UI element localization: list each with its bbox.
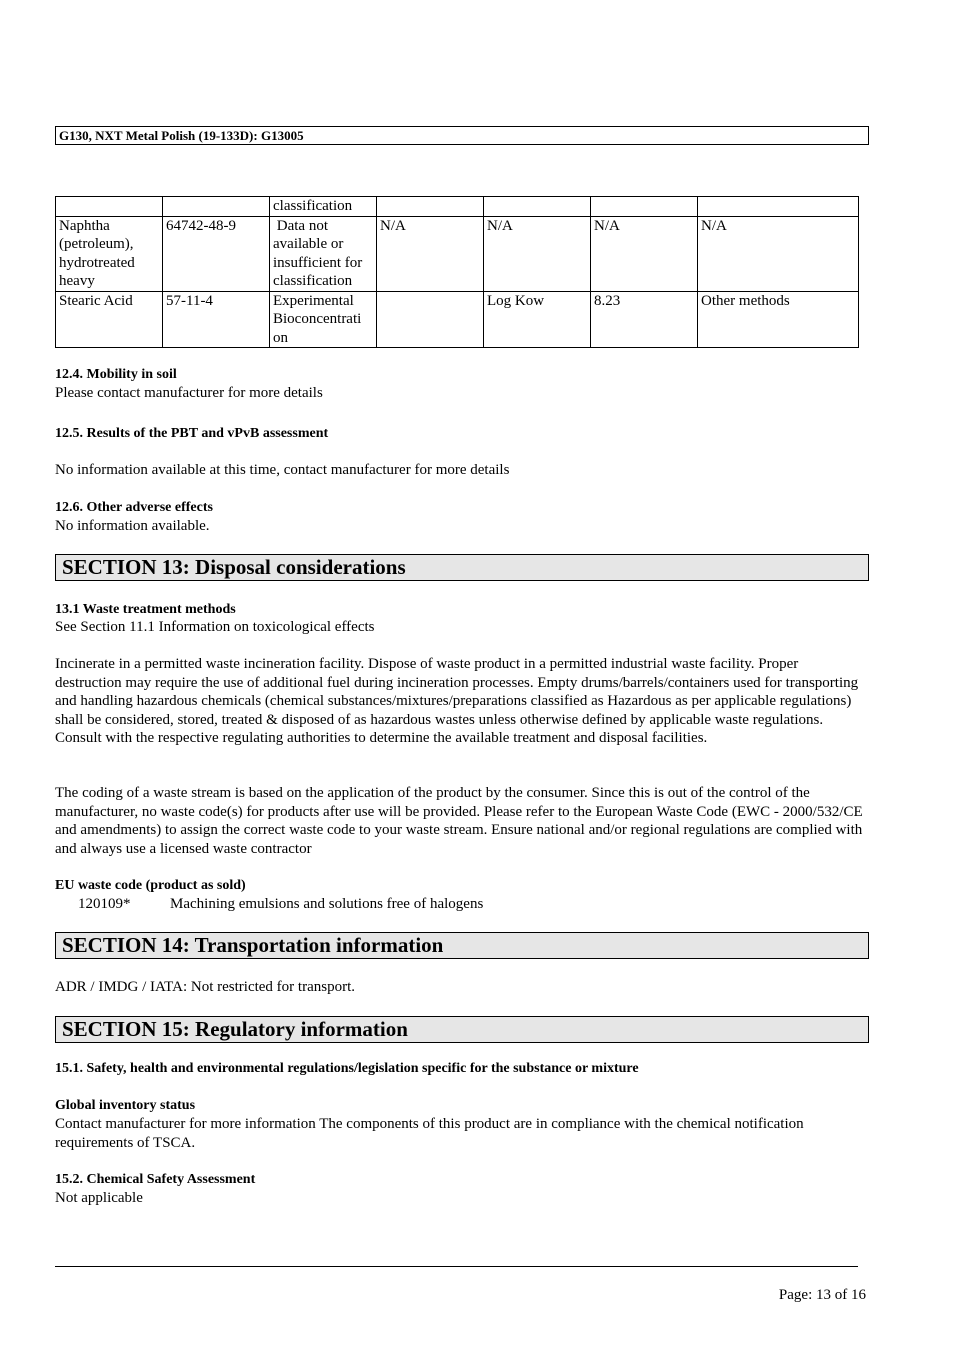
section-13-title: SECTION 13: Disposal considerations [55, 554, 869, 581]
table-cell: Log Kow [484, 291, 591, 348]
eu-waste-code-row [78, 895, 483, 914]
table-cell: Data not available or insufficient for classification [270, 216, 377, 291]
table-cell [484, 197, 591, 217]
table-cell: N/A [377, 216, 484, 291]
chemical-safety-heading: 15.2. Chemical Safety Assessment [55, 1172, 256, 1187]
adverse-effects-text: No information available. [55, 518, 210, 534]
table-cell [56, 197, 163, 217]
table-cell: Experimental Bioconcentrati on [270, 291, 377, 348]
table-cell: Other methods [698, 291, 859, 348]
adverse-effects-heading: 12.6. Other adverse effects [55, 500, 213, 515]
waste-treatment-see: See Section 11.1 Information on toxicological effects [55, 619, 375, 635]
transport-text: ADR / IMDG / IATA: Not restricted for transport. [55, 979, 355, 995]
table-cell [591, 197, 698, 217]
global-inventory-heading: Global inventory status [55, 1098, 196, 1113]
table-row [56, 291, 859, 348]
table-cell [377, 197, 484, 217]
section-14-title: SECTION 14: Transportation information [55, 932, 869, 959]
pbt-text: No information available at this time, contact manufacturer for more details [55, 462, 510, 478]
page-number: Page: 13 of 16 [778, 1287, 866, 1303]
table-cell: 64742-48-9 [163, 216, 270, 291]
table-cell: classification [270, 197, 377, 217]
table-cell: Naphtha (petroleum), hydrotreated heavy [56, 216, 163, 291]
section-15-title: SECTION 15: Regulatory information [55, 1016, 869, 1043]
document-header: G130, NXT Metal Polish (19-133D): G13005 [55, 126, 869, 145]
table-cell [377, 291, 484, 348]
waste-coding-paragraph: The coding of a waste stream is based on the application of the product by the consumer. Since this is out of the control of the manufacturer, no waste code(s) for products after use will be provided. Please refer to the European Waste Code (EWC - 2000/532/CE and amendments) to assign the correct waste code to your waste stream. Ensure national and/or regional regulations are complied with and always use a licensed waste contractor [55, 785, 863, 857]
mobility-heading: 12.4. Mobility in soil [55, 367, 177, 382]
eu-waste-code: 120109* [78, 896, 131, 912]
table-cell: N/A [591, 216, 698, 291]
eu-waste-code-description: Machining emulsions and solutions free of halogens [170, 896, 484, 912]
table-cell: N/A [484, 216, 591, 291]
footer-divider [55, 1266, 858, 1267]
ecotoxicity-table [55, 196, 859, 348]
regulations-heading: 15.1. Safety, health and environmental regulations/legislation specific for the substance or mixture [55, 1061, 639, 1076]
chemical-safety-text: Not applicable [55, 1190, 143, 1206]
table-cell [698, 197, 859, 217]
eu-waste-code-heading: EU waste code (product as sold) [55, 878, 246, 893]
table-cell [163, 197, 270, 217]
table-row [56, 197, 859, 217]
global-inventory-text: Contact manufacturer for more information The components of this product are in compliance with the chemical notification requirements of TSCA. [55, 1116, 804, 1151]
disposal-paragraph: Incinerate in a permitted waste incineration facility. Dispose of waste product in a permitted industrial waste facility. Proper destruction may require the use of additional fuel during incineration processes. Empty drums/barrels/containers used for transporting and handling hazardous chemicals (chemical substances/mixtures/preparations classified as Hazardous as per applicable regulations) shall be considered, stored, treated & disposed of as hazardous wastes unless otherwise defined by applicable waste regulations. Consult with the respective regulating authorities to determine the available treatment and disposal facilities. [55, 656, 859, 746]
table-cell: 8.23 [591, 291, 698, 348]
pbt-heading: 12.5. Results of the PBT and vPvB assessment [55, 426, 329, 441]
mobility-text: Please contact manufacturer for more details [55, 385, 323, 401]
waste-treatment-heading: 13.1 Waste treatment methods [55, 602, 236, 617]
table-cell: Stearic Acid [56, 291, 163, 348]
table-cell: N/A [698, 216, 859, 291]
table-row [56, 216, 859, 291]
table-cell: 57-11-4 [163, 291, 270, 348]
